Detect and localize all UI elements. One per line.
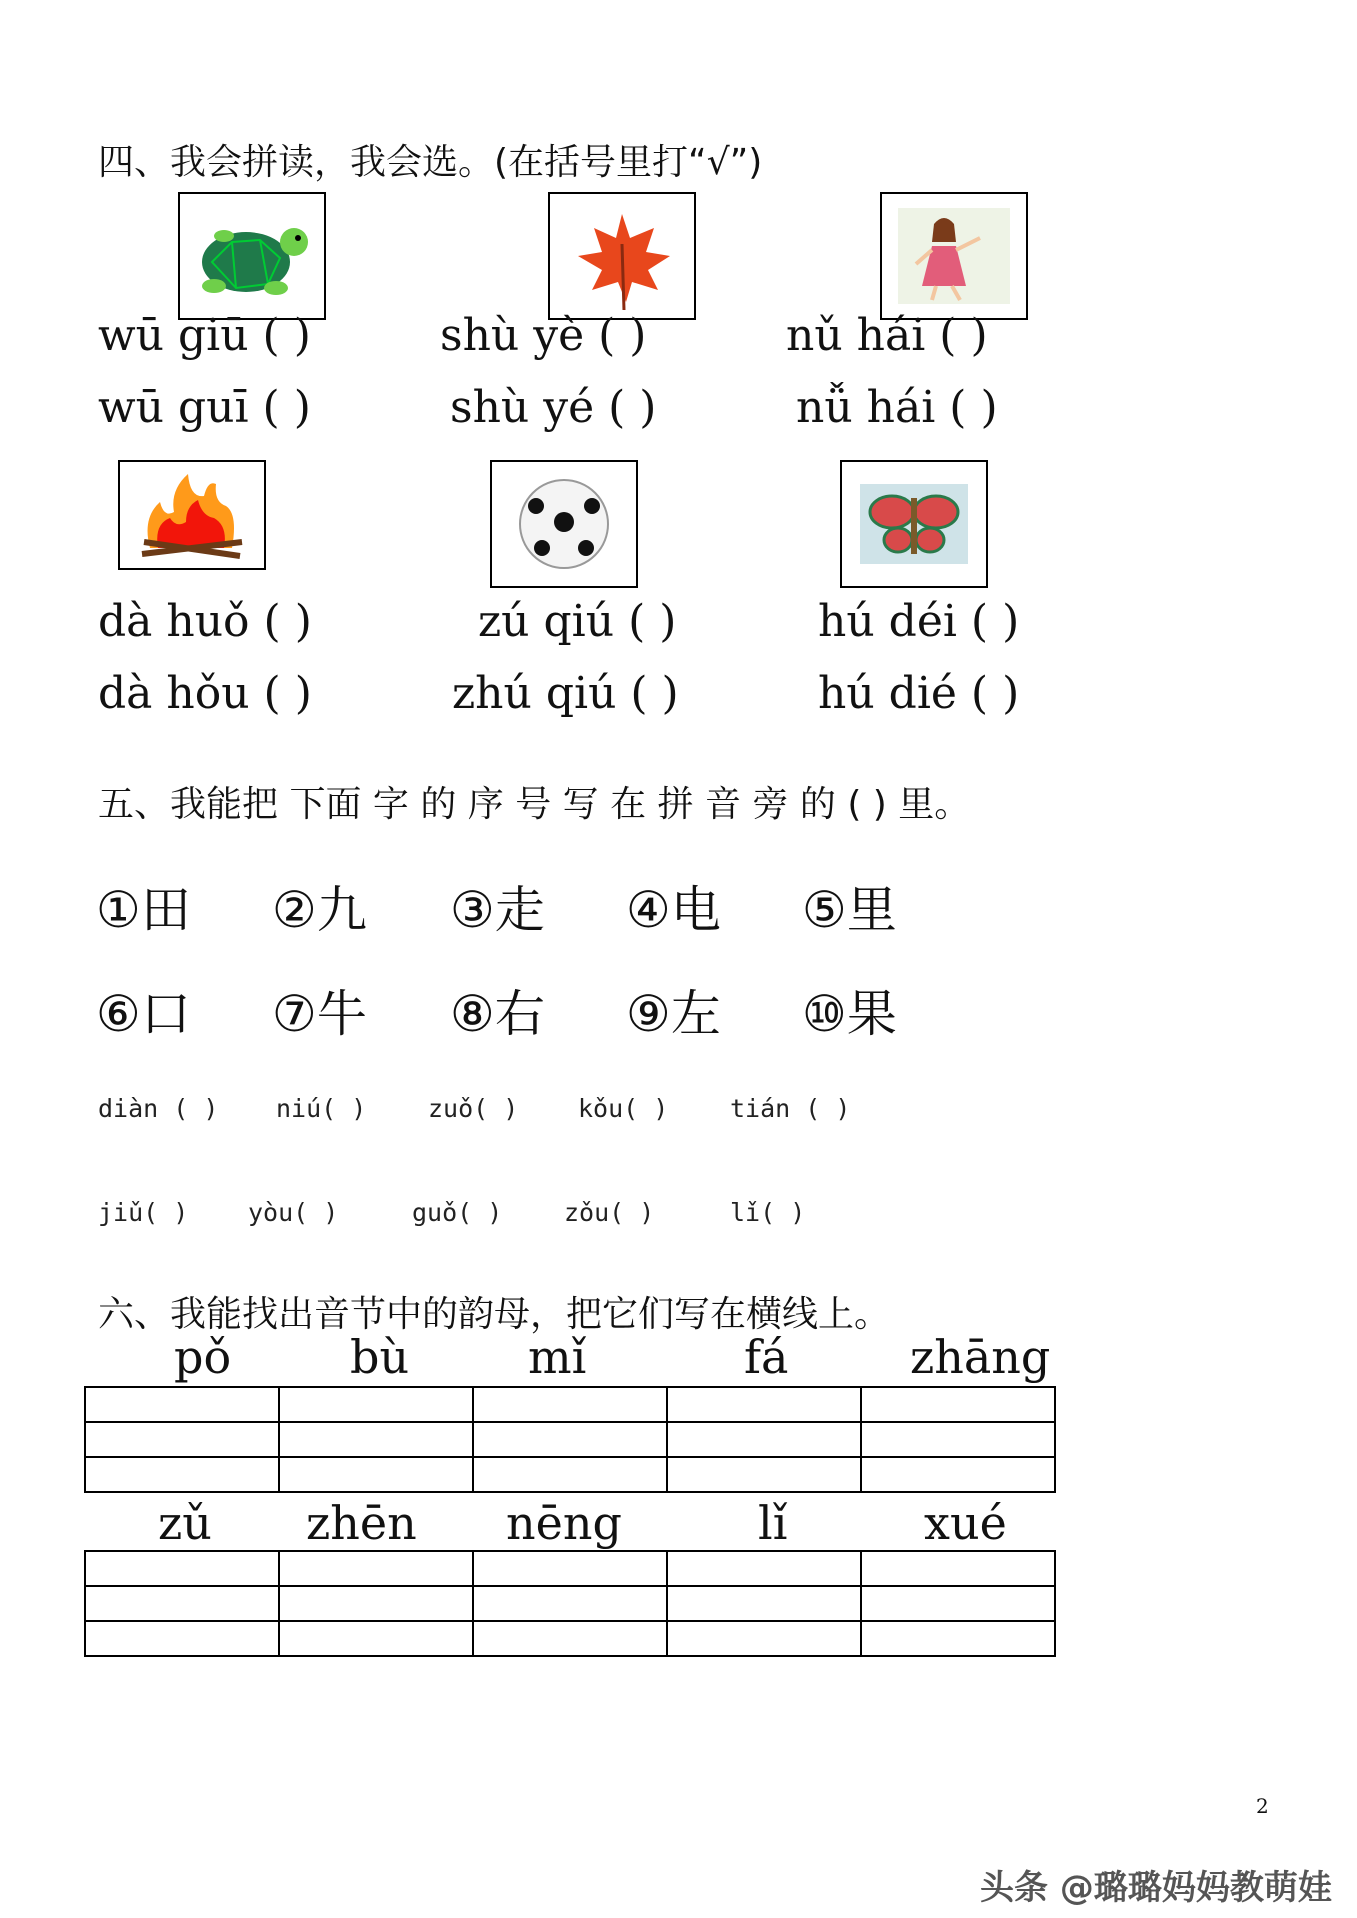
syllable-mi: mǐ bbox=[528, 1330, 587, 1384]
grid-cell[interactable] bbox=[473, 1621, 667, 1656]
butterfly-picture bbox=[840, 460, 988, 588]
section5-heading: 五、我能把 下面 字 的 序 号 写 在 拼 音 旁 的 ( ) 里。 bbox=[98, 784, 971, 825]
option-ball-a[interactable]: zú qiú ( ) bbox=[478, 596, 677, 647]
char-9: ⑨左 bbox=[626, 985, 721, 1043]
grid-cell[interactable] bbox=[85, 1457, 279, 1492]
girl-picture bbox=[880, 192, 1028, 320]
grid-cell[interactable] bbox=[667, 1621, 861, 1656]
writing-grid-2 bbox=[84, 1550, 1056, 1657]
option-leaf-a[interactable]: shù yè ( ) bbox=[440, 310, 647, 361]
option-girl-a[interactable]: nǔ hái ( ) bbox=[786, 310, 988, 361]
syllable-fa: fá bbox=[744, 1330, 789, 1384]
grid-cell[interactable] bbox=[85, 1387, 279, 1422]
grid-cell[interactable] bbox=[473, 1457, 667, 1492]
grid-cell[interactable] bbox=[861, 1551, 1055, 1586]
char-5: ⑤里 bbox=[802, 881, 897, 939]
char-3: ③走 bbox=[450, 881, 545, 939]
answer-zuo[interactable]: zuǒ( ) bbox=[428, 1094, 519, 1123]
grid-cell[interactable] bbox=[667, 1387, 861, 1422]
grid-cell[interactable] bbox=[279, 1621, 473, 1656]
grid-cell[interactable] bbox=[85, 1551, 279, 1586]
option-butterfly-a[interactable]: hú déi ( ) bbox=[818, 596, 1020, 647]
grid-cell[interactable] bbox=[85, 1586, 279, 1621]
option-turtle-a[interactable]: wū giū ( ) bbox=[98, 310, 311, 361]
turtle-picture bbox=[178, 192, 326, 320]
maple-leaf-picture bbox=[548, 192, 696, 320]
answer-guo[interactable]: guǒ( ) bbox=[412, 1198, 503, 1227]
grid-cell[interactable] bbox=[861, 1457, 1055, 1492]
grid-cell[interactable] bbox=[861, 1621, 1055, 1656]
grid-cell[interactable] bbox=[279, 1586, 473, 1621]
answer-niu[interactable]: niú( ) bbox=[276, 1094, 367, 1123]
syllable-zu: zǔ bbox=[158, 1496, 212, 1550]
grid-cell[interactable] bbox=[473, 1586, 667, 1621]
syllable-neng: nēng bbox=[506, 1496, 622, 1550]
page-number: 2 bbox=[1256, 1794, 1269, 1818]
option-ball-b[interactable]: zhú qiú ( ) bbox=[452, 668, 679, 719]
option-leaf-b[interactable]: shù yé ( ) bbox=[450, 382, 657, 433]
grid-cell[interactable] bbox=[667, 1586, 861, 1621]
grid-cell[interactable] bbox=[861, 1387, 1055, 1422]
grid-cell[interactable] bbox=[667, 1422, 861, 1457]
char-10: ⑩果 bbox=[802, 985, 897, 1043]
syllable-xue: xué bbox=[924, 1496, 1007, 1550]
char-4: ④电 bbox=[626, 881, 721, 939]
answer-dian[interactable]: diàn ( ) bbox=[98, 1094, 219, 1123]
section6-heading: 六、我能找出音节中的韵母，把它们写在横线上。 bbox=[98, 1294, 891, 1335]
syllable-li: lǐ bbox=[758, 1496, 788, 1550]
char-8: ⑧右 bbox=[450, 985, 545, 1043]
option-butterfly-b[interactable]: hú dié ( ) bbox=[818, 668, 1020, 719]
syllable-bu: bù bbox=[350, 1330, 410, 1384]
grid-cell[interactable] bbox=[279, 1551, 473, 1586]
grid-cell[interactable] bbox=[279, 1387, 473, 1422]
option-fire-a[interactable]: dà huǒ ( ) bbox=[98, 596, 312, 647]
option-girl-b[interactable]: nǚ hái ( ) bbox=[796, 382, 998, 433]
fire-picture bbox=[118, 460, 266, 570]
char-6: ⑥口 bbox=[96, 985, 191, 1043]
option-fire-b[interactable]: dà hǒu ( ) bbox=[98, 668, 312, 719]
watermark: 头条 @璐璐妈妈教萌娃 bbox=[980, 1868, 1332, 1908]
char-2: ②九 bbox=[272, 881, 367, 939]
syllable-zhang: zhāng bbox=[910, 1330, 1051, 1384]
char-1: ①田 bbox=[96, 881, 191, 939]
answer-tian[interactable]: tián ( ) bbox=[730, 1094, 851, 1123]
writing-grid-1 bbox=[84, 1386, 1056, 1493]
grid-cell[interactable] bbox=[861, 1422, 1055, 1457]
grid-cell[interactable] bbox=[85, 1422, 279, 1457]
answer-zou[interactable]: zǒu( ) bbox=[564, 1198, 655, 1227]
syllable-po: pǒ bbox=[174, 1330, 232, 1384]
grid-cell[interactable] bbox=[473, 1422, 667, 1457]
grid-cell[interactable] bbox=[279, 1457, 473, 1492]
char-7: ⑦牛 bbox=[272, 985, 367, 1043]
grid-cell[interactable] bbox=[667, 1457, 861, 1492]
grid-cell[interactable] bbox=[279, 1422, 473, 1457]
grid-cell[interactable] bbox=[861, 1586, 1055, 1621]
answer-you[interactable]: yòu( ) bbox=[248, 1198, 339, 1227]
answer-kou[interactable]: kǒu( ) bbox=[578, 1094, 669, 1123]
section4-heading: 四、我会拼读，我会选。(在括号里打“√”) bbox=[98, 142, 763, 183]
grid-cell[interactable] bbox=[667, 1551, 861, 1586]
syllable-zhen: zhēn bbox=[306, 1496, 417, 1550]
grid-cell[interactable] bbox=[473, 1551, 667, 1586]
grid-cell[interactable] bbox=[85, 1621, 279, 1656]
option-turtle-b[interactable]: wū guī ( ) bbox=[98, 382, 311, 433]
grid-cell[interactable] bbox=[473, 1387, 667, 1422]
answer-jiu[interactable]: jiǔ( ) bbox=[98, 1198, 189, 1227]
soccer-ball-picture bbox=[490, 460, 638, 588]
answer-li[interactable]: lǐ( ) bbox=[730, 1198, 806, 1227]
